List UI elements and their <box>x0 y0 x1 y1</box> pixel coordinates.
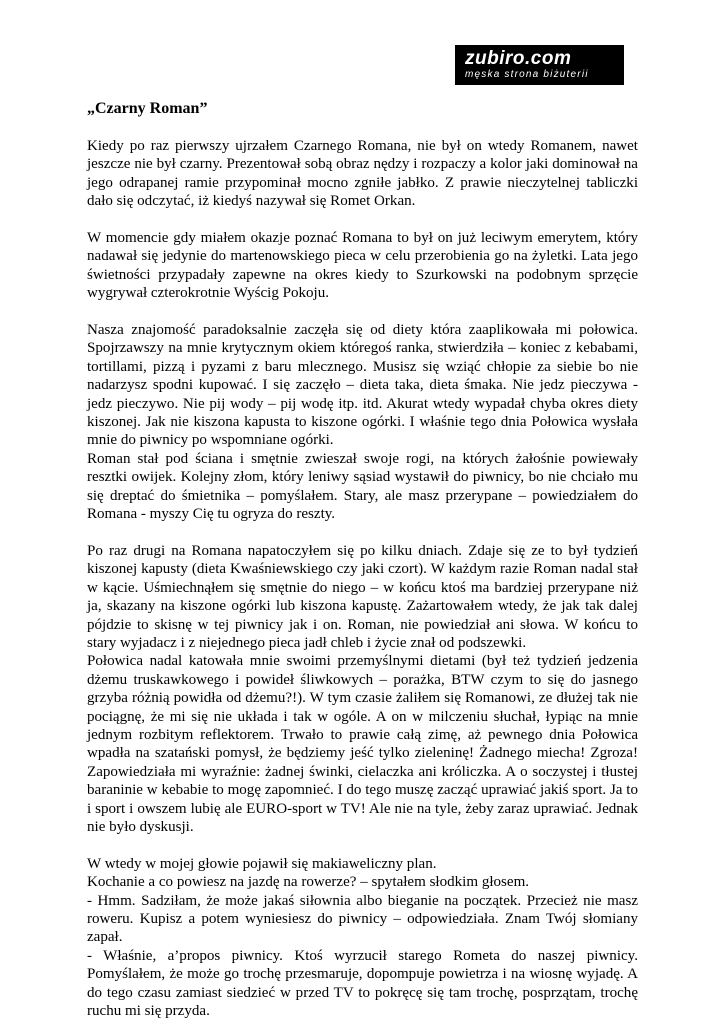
document-title: „Czarny Roman” <box>87 100 208 117</box>
paragraph: - Właśnie, a’propos piwnicy. Ktoś wyrzucił starego Rometa do naszej piwnicy. Pomyślałem, że może go trochę przesmaruje, dopompuje powietrza i na wiosnę wyjadę. A do tego czasu zamiast siedzieć w przed TV to pokręcę się tam trochę, posprzątam, trochę ruchu mi się przyda. <box>87 947 638 1020</box>
paragraph: Nasza znajomość paradoksalnie zaczęła się od diety która zaaplikowała mi połowica. Spojrzawszy na mnie krytycznym okiem któregoś ranka, stwierdziła – koniec z kebabami, tortillami, pizzą i pyzami z baru mlecznego. Musisz się wziąć chłopie za siebie bo nie nadarzysz spodni kupować. I się zaczęło – dieta taka, dieta śmaka. Nie jedz pieczywa - jedz pieczywo. Nie pij wody – pij wodę itp. itd. Akurat wtedy wypadał chyba okres diety kiszonej. Jak nie kiszona kapusta to kiszone ogórki. I właśnie tego dnia Połowica wysłała mnie do piwnicy po wspomniane ogórki. <box>87 322 638 449</box>
paragraph: - Hmm. Sadziłam, że może jakaś siłownia albo bieganie na początek. Przecież nie masz roweru. Kupisz a potem wyniesiesz do piwnicy – odpowiedziała. Znam Twój słomiany zapał. <box>87 892 638 946</box>
paragraph: Po raz drugi na Romana napatoczyłem się po kilku dniach. Zdaje się ze to był tydzień kiszonej kapusty (dieta Kwaśniewskiego czy jaki czort). W każdym razie Roman nadal stał w kącie. Uśmiechnąłem się smętnie do niego – w końcu ktoś ma bardziej przerypane niż ja, skazany na kiszone ogórki lub kiszona kapustę. Zażartowałem wtedy, że jak tak dalej pójdzie to skisnę w tej piwnicy jak i on. Roman, nie powiedział ani słowa. W końcu to stary wyjadacz i z niejednego pieca jadł chleb i życie znał od podszewki. <box>87 542 638 651</box>
zubiro-logo <box>455 45 624 85</box>
paragraph: Kiedy po raz pierwszy ujrzałem Czarnego Romana, nie był on wtedy Romanem, nawet jeszcze nie był czarny. Prezentował sobą obraz nędzy i rozpaczy a kolor jaki dominował na jego odrapanej ramie przypominał mocno zgniłe jabłko. Z prawie nieczytelnej tabliczki dało się odczytać, iż kiedyś nazywał się Romet Orkan. <box>87 138 638 210</box>
paragraph: Połowica nadal katowała mnie swoimi przemyślnymi dietami (był też tydzień jedzenia dżemu truskawkowego i powideł śliwkowych – porażka, BTW czym to się do jasnego grzyba różnią powidła od dżemu?!). W tym czasie żaliłem się Romanowi, ze dłużej tak nie pociągnę, że mi się nie układa i tak w ogóle. A on w milczeniu słuchał, łypiąc na mnie jednym rozbitym reflektorem. Trwało to prawie całą zimę, aż pewnego dnia Połowica wpadła na szatański pomysł, że będziemy jeść tylko zieleninę! Żadnego miecha! Zgroza! Zapowiedziała mi wyraźnie: żadnej świnki, cielaczka ani króliczka. A o soczystej i tłustej baraninie w kebabie to mogę zapomnieć. I do tego muszę zacząć uprawiać jakiś sport. Ja to i sport i owszem lubię ale EURO-sport w TV! Ale nie na tyle, żeby zaraz uprawiać. Jednak nie było dyskusji. <box>87 653 638 835</box>
logo-tagline: męska strona biżuterii <box>465 69 589 80</box>
paragraph: Roman stał pod ściana i smętnie zwieszał swoje rogi, na których żałośnie powiewały resztki owijek. Kolejny złom, który leniwy sąsiad wystawił do piwnicy, bo nie chciało mu się dreptać do śmietnika – pomyślałem. Stary, ale masz przerypane – powiedziałem do Romana - myszy Cię tu ogryza do reszty. <box>87 450 638 523</box>
logo-brand: zubiro.com <box>465 48 572 69</box>
paragraph: W wtedy w mojej głowie pojawił się makiaweliczny plan. <box>87 855 437 872</box>
paragraph: W momencie gdy miałem okazje poznać Romana to był on już leciwym emerytem, który nadawał się jedynie do martenowskiego pieca w celu przerobienia go na żyletki. Lata jego świetności przypadały zapewne na okres kiedy to Szurkowski na podobnym sprzęcie wygrywał czterokrotnie Wyścig Pokoju. <box>87 230 638 302</box>
document-body <box>87 137 638 1020</box>
paragraph: Kochanie a co powiesz na jazdę na rowerze? – spytałem słodkim głosem. <box>87 874 530 891</box>
